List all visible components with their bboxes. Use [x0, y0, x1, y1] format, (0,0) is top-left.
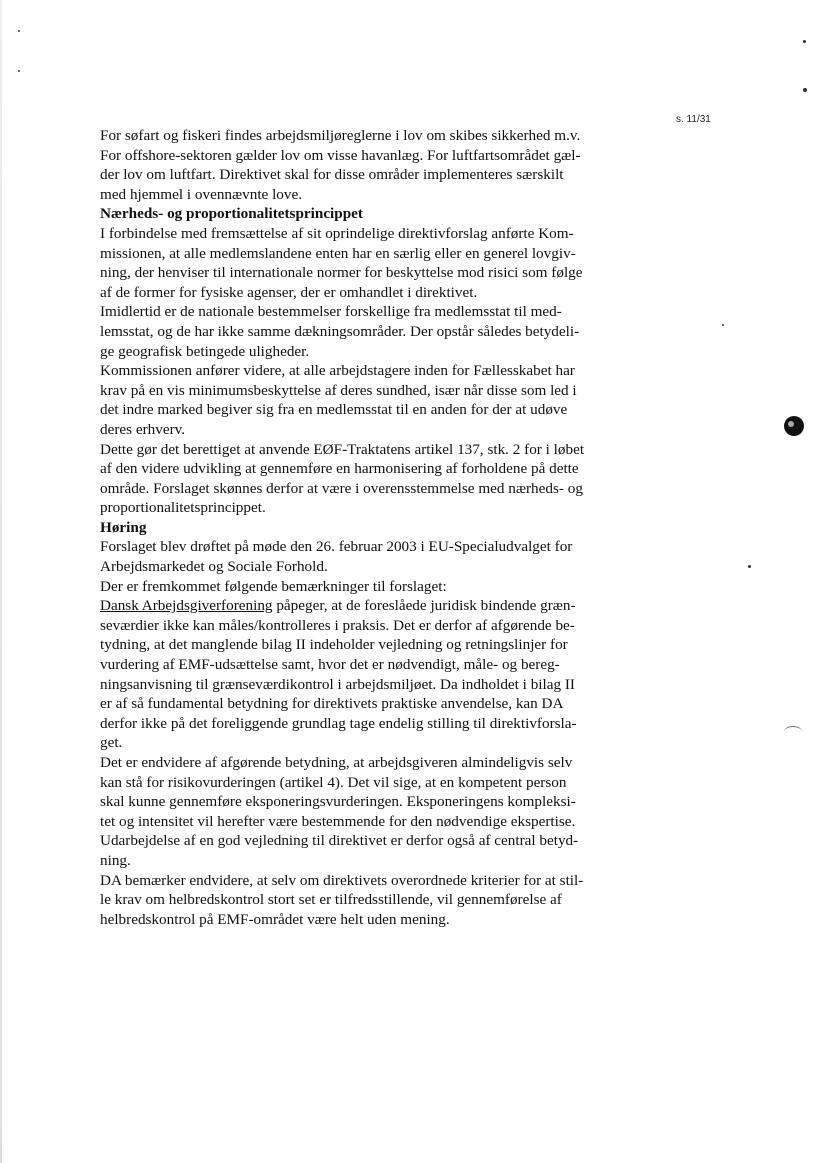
text-line: Arbejdsmarkedet og Sociale Forhold. — [100, 558, 328, 576]
text-line: Det er endvidere af afgørende betydning, at arbejdsgiveren almindeligvis selv — [100, 754, 573, 771]
text-line: missionen, at alle medlemslandene enten har en særlig eller en generel lovgiv- — [100, 244, 576, 262]
scan-speck — [18, 30, 20, 32]
text-line: Der er fremkommet følgende bemærkninger til forslaget: — [100, 577, 447, 595]
text-line: område. Forslaget skønnes derfor at være i overensstemmelse med nærheds- og — [100, 479, 583, 497]
section-hearing — [100, 518, 640, 577]
text-line: I forbindelse med fremsættelse af sit oprindelige direktivforslag anførte Kom- — [100, 224, 574, 242]
page-number: s. 11/31 — [676, 114, 711, 125]
organization-name: Dansk Arbejdsgiverforening — [100, 597, 273, 615]
scan-edge — [0, 0, 2, 1163]
text-line: tydning, at det manglende bilag II indeholder vejledning og retningslinjer for — [100, 636, 568, 654]
scan-speck — [748, 565, 751, 568]
paragraph-risk-assessment — [100, 753, 640, 871]
text-line: ge geografisk betingede uligheder. — [100, 342, 310, 360]
text-line: Imidlertid er de nationale bestemmelser forskellige fra medlemsstat til med- — [100, 303, 562, 321]
text-line: For søfart og fiskeri findes arbejdsmiljøreglerne i lov om skibes sikkerhed m.v. — [100, 127, 581, 144]
section-heading: Høring — [100, 518, 147, 536]
text-line: ning. — [100, 851, 131, 869]
section-heading: Nærheds- og proportionalitetsprincippet — [100, 205, 363, 223]
text-line: Forslaget blev drøftet på møde den 26. februar 2003 i EU-Specialudvalget for — [100, 538, 573, 556]
paragraph-da-limits — [100, 596, 640, 753]
text-line: krav på en vis minimumsbeskyttelse af deres sundhed, især når disse som led i — [100, 381, 577, 399]
paragraph-transport-rules — [100, 126, 640, 204]
document-body — [100, 126, 640, 929]
text-line: get. — [100, 734, 123, 752]
text-line: af de former for fysiske agenser, der er omhandlet i direktivet. — [100, 283, 478, 301]
paragraph-national-provisions — [100, 302, 640, 361]
text-line: lemsstat, og de har ikke samme dækningsområder. Der opstår således betydeli- — [100, 322, 580, 340]
text-line: med hjemmel i ovennævnte love. — [100, 185, 303, 203]
punch-hole-mark — [784, 416, 804, 436]
text-line: Dette gør det berettiget at anvende EØF-Traktatens artikel 137, stk. 2 for i løbet — [100, 440, 585, 458]
text-line: helbredskontrol på EMF-området være helt uden mening. — [100, 910, 450, 928]
text-line: tet og intensitet vil herefter være bestemmende for den nødvendige ekspertise. — [100, 812, 576, 830]
text-line — [100, 596, 640, 616]
text-line: derfor ikke på det foreliggende grundlag tage endelig stilling til direktivforsla- — [100, 714, 577, 732]
text-line: Udarbejdelse af en god vejledning til direktivet er derfor også af central betyd- — [100, 832, 579, 850]
text-fragment: påpeger, at de foreslåede juridisk bindende græn- — [272, 597, 576, 615]
text-line: er af så fundamental betydning for direktivets praktiske anvendelse, kan DA — [100, 695, 564, 713]
text-line: le krav om helbredskontrol stort set er tilfredsstillende, vil gennemførelse af — [100, 891, 562, 909]
scan-speck — [722, 324, 724, 326]
text-line: ningsanvisning til grænseværdikontrol i arbejdsmiljøet. Da indholdet i bilag II — [100, 675, 575, 693]
text-line: Kommissionen anfører videre, at alle arbejdstagere inden for Fællesskabet har — [100, 362, 575, 380]
paragraph-commission-statement — [100, 361, 640, 439]
text-line: DA bemærker endvidere, at selv om direktivets overordnede kriterier for at stil- — [100, 871, 584, 889]
text-line: kan stå for risikovurderingen (artikel 4). Det vil sige, at en kompetent person — [100, 773, 567, 791]
text-line: vurdering af EMF-udsættelse samt, hvor det er nødvendigt, måle- og bereg- — [100, 656, 560, 674]
text-line: seværdier ikke kan måles/kontrolleres i praksis. Det er derfor af afgørende be- — [100, 616, 575, 634]
text-line: skal kunne gennemføre eksponeringsvurderingen. Eksponeringens kompleksi- — [100, 793, 576, 811]
text-line: ning, der henviser til internationale normer for beskyttelse mod risici som følge — [100, 264, 583, 282]
scan-speck — [803, 40, 806, 43]
paragraph-comments-intro — [100, 577, 640, 597]
text-line: der lov om luftfart. Direktivet skal for disse områder implementeres særskilt — [100, 166, 564, 184]
scan-speck — [18, 70, 20, 72]
scan-speck — [803, 88, 807, 92]
text-line: det indre marked begiver sig fra en medlemsstat til en anden for der at udøve — [100, 401, 568, 419]
paragraph-treaty-article — [100, 440, 640, 518]
text-line: deres erhverv. — [100, 420, 186, 438]
paragraph-health-control — [100, 871, 640, 930]
scan-arc-mark — [784, 726, 802, 737]
text-line: For offshore-sektoren gælder lov om visse havanlæg. For luftfartsområdet gæl- — [100, 146, 581, 164]
text-line: af den videre udvikling at gennemføre en harmonisering af forholdene på dette — [100, 460, 579, 478]
section-subsidiarity — [100, 204, 640, 302]
text-line: proportionalitetsprincippet. — [100, 499, 266, 517]
